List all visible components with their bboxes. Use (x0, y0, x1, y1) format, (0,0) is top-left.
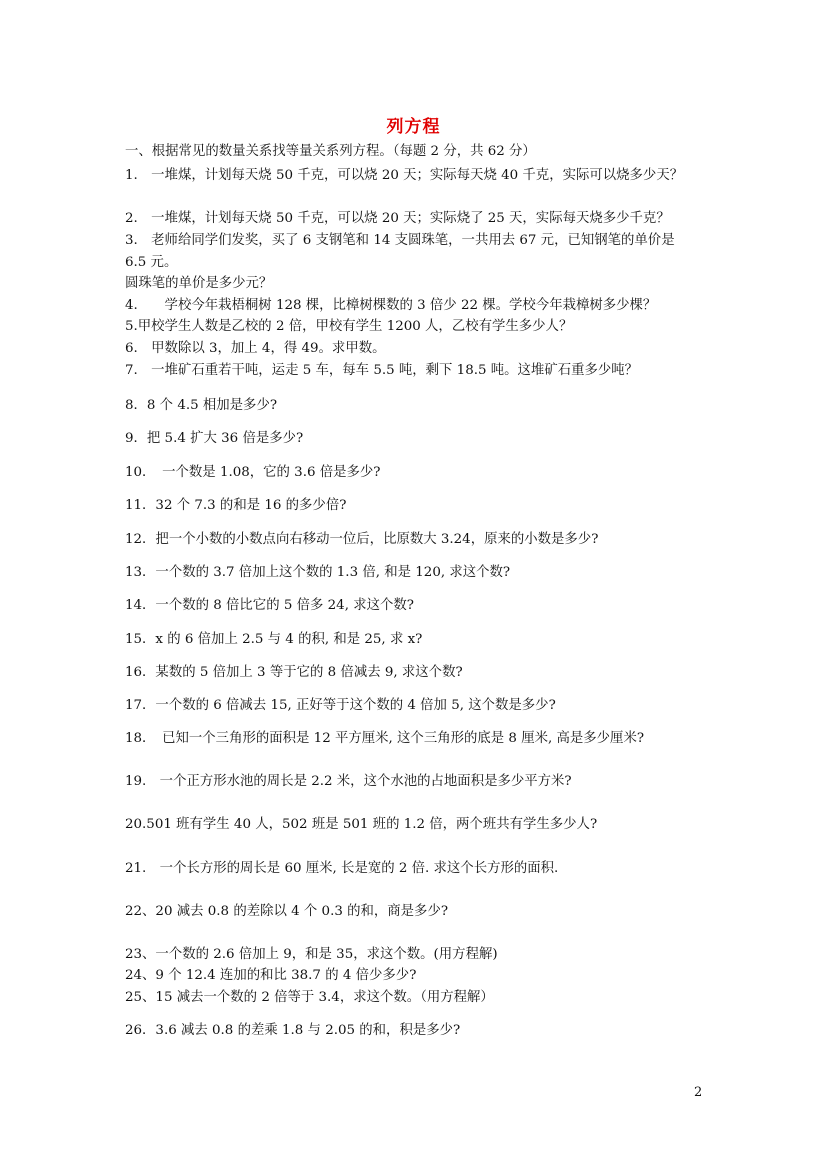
question-line: 5.甲校学生人数是乙校的 2 倍，甲校有学生 1200 人，乙校有学生多少人？ (125, 319, 573, 334)
question-line: 12．把一个小数的小数点向右移动一位后，比原数大 3.24，原来的小数是多少? (125, 532, 599, 547)
question-line: 22、20 减去 0.8 的差除以 4 个 0.3 的和，商是多少? (125, 904, 449, 919)
question-line: 11．32 个 7.3 的和是 16 的多少倍? (125, 498, 347, 513)
question-line: 圆珠笔的单价是多少元？ (125, 276, 273, 291)
question-line: 7. 一堆矿石重若干吨，运走 5 车，每车 5.5 吨，剩下 18.5 吨。这堆矿石重多少吨？ (125, 363, 639, 378)
page-title: 列方程 (386, 117, 441, 137)
question-line: 2. 一堆煤，计划每天烧 50 千克，可以烧 20 天；实际烧了 25 天，实际每天烧多少千克？ (125, 211, 670, 226)
section-heading: 一、根据常见的数量关系找等量关系列方程。（每题 2 分，共 62 分） (125, 144, 536, 159)
question-line: 14．一个数的 8 倍比它的 5 倍多 24, 求这个数? (125, 598, 414, 613)
question-line: 23、一个数的 2.6 倍加上 9，和是 35，求这个数。(用方程解) (125, 947, 498, 962)
question-line: 9．把 5.4 扩大 36 倍是多少? (125, 431, 304, 446)
question-line: 3. 老师给同学们发奖，买了 6 支钢笔和 14 支圆珠笔，一共用去 67 元，已知钢笔的单价是 (125, 233, 675, 248)
question-line: 10． 一个数是 1.08，它的 3.6 倍是多少? (125, 465, 381, 480)
question-line: 18． 已知一个三角形的面积是 12 平方厘米, 这个三角形的底是 8 厘米, 高是多少厘米? (125, 731, 645, 746)
question-line: 4. 学校今年栽梧桐树 128 棵，比樟树棵数的 3 倍少 22 棵。学校今年栽樟树多少棵？ (125, 298, 657, 313)
question-line: 20.501 班有学生 40 人，502 班是 501 班的 1.2 倍，两个班共有学生多少人? (125, 817, 598, 832)
question-line: 6. 甲数除以 3，加上 4，得 49。求甲数。 (125, 341, 386, 356)
question-line: 24、9 个 12.4 连加的和比 38.7 的 4 倍少多少? (125, 968, 417, 983)
question-line: 19. 一个正方形水池的周长是 2.2 米，这个水池的占地面积是多少平方米? (125, 774, 572, 789)
page-number: 2 (694, 1085, 703, 1100)
question-line: 13．一个数的 3.7 倍加上这个数的 1.3 倍, 和是 120, 求这个数? (125, 565, 511, 580)
question-line: 16．某数的 5 倍加上 3 等于它的 8 倍减去 9, 求这个数? (125, 665, 463, 680)
question-line: 25、15 减去一个数的 2 倍等于 3.4，求这个数。（用方程解） (125, 990, 494, 1005)
question-line: 15．x 的 6 倍加上 2.5 与 4 的积, 和是 25, 求 x? (125, 632, 423, 647)
question-line: 1. 一堆煤，计划每天烧 50 千克，可以烧 20 天；实际每天烧 40 千克，实际可以烧多少天？ (125, 168, 684, 183)
question-line: 6.5 元。 (125, 255, 178, 270)
question-line: 17．一个数的 6 倍减去 15, 正好等于这个数的 4 倍加 5, 这个数是多少? (125, 698, 556, 713)
question-line: 21. 一个长方形的周长是 60 厘米, 长是宽的 2 倍. 求这个长方形的面积. (125, 861, 559, 876)
question-line: 8．8 个 4.5 相加是多少? (125, 398, 278, 413)
question-line: 26．3.6 减去 0.8 的差乘 1.8 与 2.05 的和，积是多少? (125, 1023, 461, 1038)
